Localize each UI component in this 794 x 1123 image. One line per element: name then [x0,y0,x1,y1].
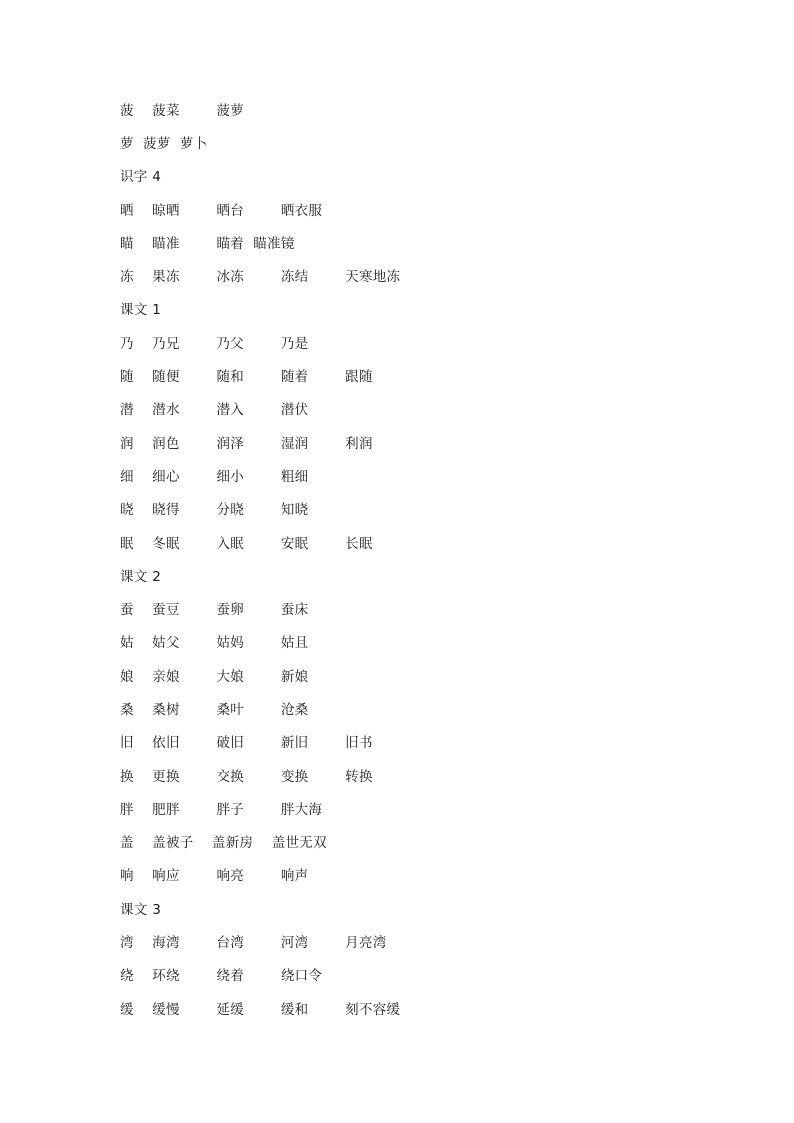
vocab-line: 旧 依旧 破旧 新旧 旧书 [120,735,373,752]
vocab-line: 娘 亲娘 大娘 新娘 [120,668,309,685]
section-heading: 课文 1 [120,302,162,319]
vocab-line: 冻 果冻 冰冻 冻结 天寒地冻 [120,269,401,286]
vocab-line: 乃 乃兄 乃父 乃是 [120,335,309,352]
vocab-line: 胖 肥胖 胖子 胖大海 [120,801,323,818]
vocab-line: 随 随便 随和 随着 跟随 [120,369,373,386]
section-heading: 识字 4 [120,169,162,186]
vocab-line: 眠 冬眠 入眠 安眠 长眠 [120,535,373,552]
vocab-line: 盖 盖被子 盖新房 盖世无双 [120,835,327,852]
vocab-line: 萝 菠萝 萝卜 [120,135,208,152]
vocab-line: 缓 缓慢 延缓 缓和 刻不容缓 [120,1001,401,1018]
vocab-line: 瞄 瞄准 瞄着 瞄准镜 [120,235,295,252]
vocab-line: 姑 姑父 姑妈 姑且 [120,635,309,652]
vocab-line: 蚕 蚕豆 蚕卵 蚕床 [120,602,309,619]
vocab-line: 菠 菠菜 菠萝 [120,102,245,119]
vocab-line: 湾 海湾 台湾 河湾 月亮湾 [120,935,387,952]
vocab-line: 换 更换 交换 变换 转换 [120,768,373,785]
section-heading: 课文 2 [120,568,162,585]
vocab-line: 润 润色 润泽 湿润 利润 [120,435,373,452]
vocabulary-list [120,92,740,1024]
vocab-line: 细 细心 细小 粗细 [120,468,309,485]
vocab-line: 响 响应 响亮 响声 [120,868,309,885]
vocab-line: 晓 晓得 分晓 知晓 [120,502,309,519]
vocab-line: 潜 潜水 潜入 潜伏 [120,402,309,419]
vocab-line: 绕 环绕 绕着 绕口令 [120,968,323,985]
vocab-line: 晒 晾晒 晒台 晒衣服 [120,202,323,219]
vocab-line: 桑 桑树 桑叶 沧桑 [120,701,309,718]
section-heading: 课文 3 [120,901,162,918]
